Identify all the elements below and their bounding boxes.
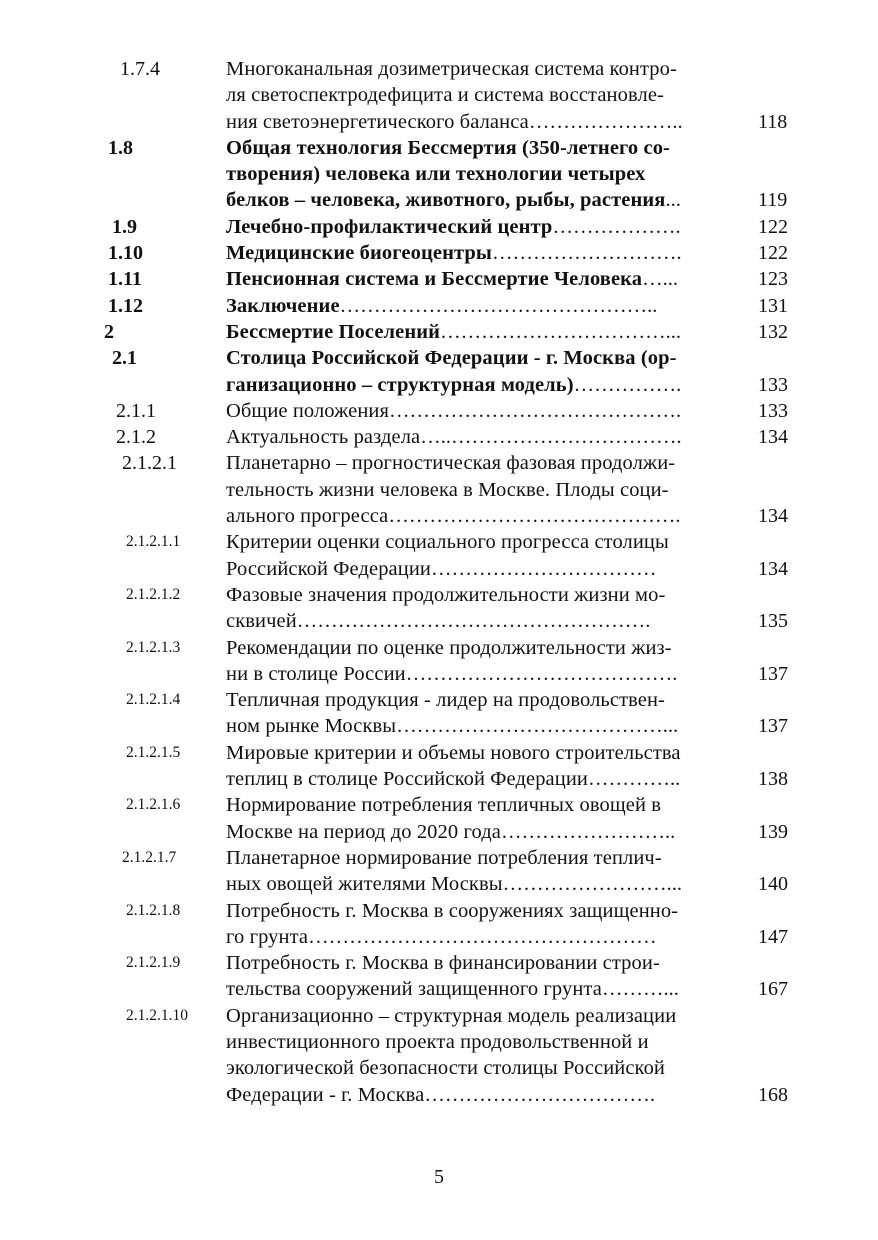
toc-entry-leader: ……………………………………. [389,399,682,422]
toc-entry-page: 133 [758,373,788,396]
toc-entry-title-line: Рекомендации по оценке продолжительности жиз- [226,636,672,659]
toc-entry-page: 132 [758,320,788,343]
toc-entry-leader: …………………….. [500,820,676,843]
toc-entry-title [226,319,734,345]
toc-entry-title-line: Мировые критерии и объемы нового строительства [226,741,681,764]
toc-entry[interactable] [0,319,878,345]
toc-entry-title-line: Общая технология Бессмертия (350-летнего со- [226,136,670,159]
toc-entry-leader: ………………….. [528,110,683,133]
toc-entry-leader: …………………………………. [405,662,678,685]
toc-entry-title-line: Потребность г. Москва в финансировании строи- [226,952,660,975]
toc-entry-number: 1.12 [108,294,143,317]
toc-entry-number: 2.1.2.1.5 [126,743,181,761]
toc-entry-page: 134 [758,557,788,580]
toc-entry-page: 122 [758,242,788,265]
toc-entry-number: 2.1.2.1.8 [126,901,181,919]
toc-entry-title-line: тельства сооружений защищенного грунта [226,978,602,1001]
toc-entry-number: 2.1.2.1 [122,452,177,475]
toc-entry-number: 2.1 [112,347,137,370]
toc-entry-title [226,56,734,135]
toc-entry-title [226,792,734,845]
toc-entry-title [226,740,734,793]
toc-entry-title-line: Актуальность раздела [226,426,421,449]
toc-entry-title-line: Общие положения [226,399,389,422]
toc-entry-title-line: тельность жизни человека в Москве. Плоды соци- [226,478,669,501]
toc-entry-number: 2.1.2 [116,426,156,449]
toc-entry-leader: …………………………… [430,557,657,580]
toc-entry-number: 2.1.2.1.2 [126,585,181,603]
toc-entry-number: 2.1.1 [116,399,156,422]
toc-entry-leader: …………………………………... [396,715,679,738]
toc-entry-page: 138 [758,768,788,791]
toc-entry-leader: ……………………………. [424,1083,656,1106]
toc-entry-title [226,214,734,240]
toc-entry-title-line: ля светоспектродефицита и система восстановле- [226,84,664,107]
toc-entry-title [226,450,734,529]
toc-entry-page: 137 [758,662,788,685]
toc-entry-title [226,293,734,319]
toc-entry-title-line: Бессмертие Поселений [226,320,441,343]
toc-entry-title-line: Потребность г. Москва в сооружениях защищенно- [226,899,679,922]
toc-entry-number: 1.7.4 [120,58,160,80]
toc-entry-title [226,845,734,898]
toc-entry-leader: ………….. [587,768,681,791]
toc-entry-page: 122 [758,215,788,238]
toc-entry-leader: ……………………………………….. [339,294,658,317]
toc-entry-leader: ……………………………... [440,320,681,343]
toc-entry[interactable] [0,293,878,319]
toc-entry[interactable] [0,687,878,740]
toc-entry-page: 133 [758,399,788,422]
toc-entry[interactable] [0,898,878,951]
toc-entry-number: 2.1.2.1.3 [126,638,181,656]
toc-entry-title-line: Планетарное нормирование потребления теплич- [226,846,662,869]
page-number: 5 [434,1166,444,1188]
toc-entry-leader: ………... [601,978,679,1001]
toc-entry[interactable] [0,56,878,135]
toc-entry-title [226,398,734,424]
toc-entry[interactable] [0,635,878,688]
table-of-contents [0,56,878,1108]
toc-entry-number: 2.1.2.1.4 [126,691,181,709]
toc-entry[interactable] [0,424,878,450]
toc-entry[interactable] [0,1003,878,1108]
toc-entry-title-line: белков – человека, животного, рыбы, растения [226,189,666,212]
toc-entry-title-line: Организационно – структурная модель реализации [226,1004,677,1027]
toc-entry-title-line: Планетарно – прогностическая фазовая продолжи- [226,452,676,475]
toc-entry-title [226,240,734,266]
toc-entry-page: 134 [758,505,788,528]
toc-entry-page: 147 [758,925,788,948]
toc-entry[interactable] [0,266,878,292]
toc-entry-leader: ………………. [552,215,681,238]
toc-entry-leader: …... [642,268,678,291]
toc-entry-page: 119 [758,189,788,212]
toc-entry-page: 135 [758,610,788,633]
toc-entry-title-line: сквичей [226,610,297,633]
toc-entry-title-line: го грунта [226,925,309,948]
toc-entry-number: 2 [104,320,114,343]
toc-entry-title-line: ных овощей жителями Москвы [226,873,503,896]
toc-entry-page: 140 [758,873,788,896]
toc-entry-number: 1.10 [108,242,143,265]
toc-entry[interactable] [0,345,878,398]
toc-entry-title [226,635,734,688]
toc-entry[interactable] [0,398,878,424]
toc-entry-title-line: ни в столице России [226,662,406,685]
toc-entry-title [226,1003,734,1108]
toc-entry-title-line: Столица Российской Федерации - г. Москва (ор- [226,347,677,370]
toc-entry-title [226,582,734,635]
toc-entry-title-line: Лечебно-профилактический центр [226,215,553,238]
toc-entry-leader: ... [665,189,681,212]
toc-entry-title-line: ном рынке Москвы [226,715,397,738]
toc-entry-title-line: Пенсионная система и Бессмертие Человека [226,268,643,291]
toc-entry[interactable] [0,950,878,1003]
toc-entry[interactable] [0,845,878,898]
toc-entry-title-line: Нормирование потребления тепличных овощей в [226,794,662,817]
toc-entry-title-line: творения) человека или технологии четырех [226,163,646,186]
toc-entry-page: 168 [758,1083,788,1106]
toc-entry-page: 123 [758,268,788,291]
toc-entry-leader: ……………………... [502,873,683,896]
toc-entry-title-line: Медицинские биогеоцентры [226,242,493,265]
toc-entry-page: 167 [758,978,788,1001]
toc-entry-number: 2.1.2.1.9 [126,954,181,972]
toc-entry-title-line: Заключение [226,294,340,317]
toc-entry-title-line: инвестиционного проекта продовольственной и [226,1030,649,1053]
toc-entry[interactable] [0,135,878,214]
toc-entry-title [226,950,734,1003]
toc-entry-page: 137 [758,715,788,738]
toc-entry-page: 139 [758,820,788,843]
toc-entry[interactable] [0,740,878,793]
toc-entry-leader: ……………. [573,373,682,396]
toc-entry-title-line: ального прогресса [226,505,389,528]
toc-entry[interactable] [0,450,878,529]
toc-entry-title [226,135,734,214]
toc-entry-title-line: ния светоэнергетического баланса [226,110,529,133]
toc-entry[interactable] [0,529,878,582]
toc-entry-title-line: экологической безопасности столицы Российской [226,1057,665,1080]
toc-entry-title [226,266,734,292]
toc-entry[interactable] [0,214,878,240]
toc-entry-title [226,898,734,951]
toc-entry-title-line: ганизационно – структурная модель) [226,373,574,396]
toc-entry-title [226,529,734,582]
toc-entry-title-line: Москве на период до 2020 года [226,820,501,843]
toc-entry-title-line: Федерации - г. Москва [226,1083,425,1106]
toc-entry-number: 1.11 [108,268,142,291]
toc-entry-number: 2.1.2.1.10 [126,1006,188,1024]
toc-entry-page: 131 [758,294,788,317]
toc-entry[interactable] [0,792,878,845]
toc-entry-number: 2.1.2.1.1 [126,533,181,551]
toc-entry-page: 118 [758,110,788,133]
toc-entry-title-line: Критерии оценки социального прогресса столицы [226,531,669,554]
toc-entry-title-line: Многоканальная дозиметрическая система контро- [226,58,677,80]
toc-entry-number: 2.1.2.1.7 [122,848,177,866]
toc-entry-number: 2.1.2.1.6 [126,796,181,814]
toc-entry-leader: ………………………. [492,242,682,265]
toc-entry-title-line: Тепличная продукция - лидер на продовольствен- [226,689,665,712]
toc-entry-title-line: Фазовые значения продолжительности жизни мо- [226,583,666,606]
toc-entry-leader: …………………………………………… [308,925,657,948]
toc-entry-title-line: Российской Федерации [226,557,431,580]
toc-entry-leader: ……………………………………. [388,505,681,528]
toc-entry-title [226,424,734,450]
toc-entry-title [226,687,734,740]
toc-entry-leader: …..……………………………. [420,426,682,449]
toc-entry-page: 134 [758,426,788,449]
toc-entry-leader: ……………………………………………. [296,610,651,633]
toc-entry-title [226,345,734,398]
toc-entry[interactable] [0,240,878,266]
toc-entry[interactable] [0,582,878,635]
toc-entry-number: 1.9 [112,215,137,238]
toc-entry-title-line: теплиц в столице Российской Федерации [226,768,588,791]
toc-entry-number: 1.8 [108,136,133,159]
